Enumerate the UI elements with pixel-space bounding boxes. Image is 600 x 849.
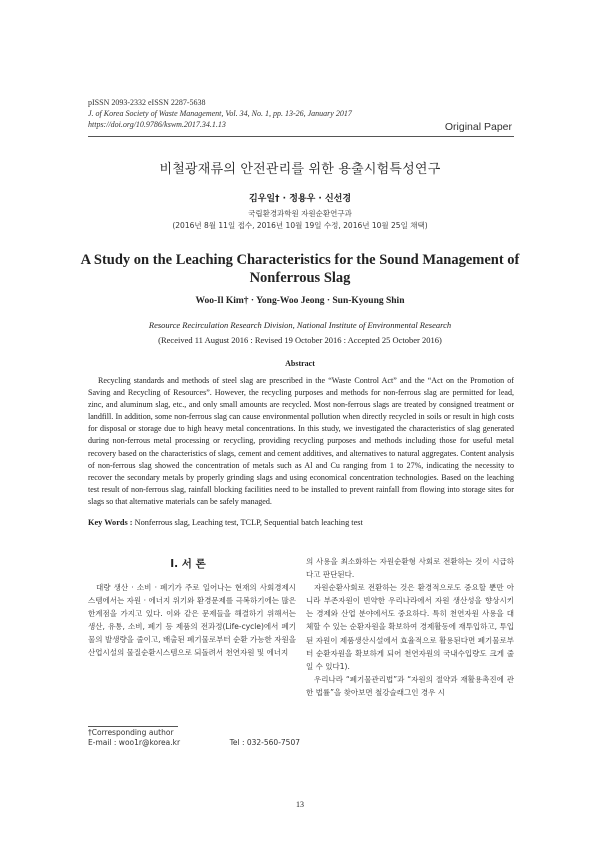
header-divider <box>88 136 514 137</box>
article-type: Original Paper <box>444 121 512 133</box>
abstract-text: Recycling standards and methods of steel slag are prescribed in the “Waste Control Act” and the “Act on the Promotion of Saving and Recycling of Resources”. However, the recycling purposes and methods for non-ferrous slag are permitted for lead, zinc, and aluminum slag, etc., and only small amounts are recycled. Most non-ferrous slags are treated by consigned treatment or landfill. In addition, some non-ferrous slag can cause environmental pollution when directly recycled in soils or result in high costs for disposal or storage due to high heavy metal concentrations. In this study, we investigated the characteristics of slag generated during non-ferrous metal processing or recycling, providing recycling purposes and methods including those for useful metal recovery based on the characteristics of slags, cement and cement additives, and alternatives to natural aggregates. Content analysis of non-ferrous slag showed the concentration of metals such as Al and Cu ranging from 1 to 27%, indicating the necessity to recover the secondary metals by properly grinding slags and using economical concentration technologies. Based on the leaching test result of non-ferrous slag, rainfall blocking facilities need to be installed to prevent rainfall from flowing into storage sites for slags so that alternative materials can be safely managed. <box>88 376 514 506</box>
english-affiliation: Resource Recirculation Research Division, National Institute of Environmental Research <box>148 320 452 330</box>
keywords-label: Key Words : <box>88 518 133 527</box>
abstract-heading: Abstract <box>285 359 315 368</box>
body-paragraph: 대량 생산 · 소비 · 폐기가 주로 일어나는 현재의 사회경제시스템에서는 자원 · 에너지 위기와 환경문제를 극복하기에는 많은 한계점을 가지고 있다. 이와 같은 문제들을 해결하기 위해서는 생산, 유통, 소비, 폐기 등 제품의 전과정(Life-cycle)에서 폐기물의 발생량을 줄이고, 배출된 폐기물로부터 순환 가능한 자원을 산업시설의 물질순환시스템으로 되돌려서 천연자원 및 에너지 <box>88 583 296 658</box>
korean-received-dates: (2016년 8월 11일 접수, 2016년 10월 19일 수정, 2016년 10월 25일 채택) <box>172 221 428 230</box>
body-paragraph: 의 사용을 최소화하는 자원순환형 사회로 전환하는 것이 시급하다고 판단된다. <box>306 557 514 580</box>
korean-authors: 김우일† · 정용우 · 신선경 <box>248 194 352 204</box>
footnote-divider <box>88 726 178 727</box>
korean-affiliation: 국립환경과학원 자원순환연구과 <box>248 209 352 218</box>
section-heading-introduction: I. 서 론 <box>170 558 206 570</box>
keywords <box>88 518 514 527</box>
page-number: 13 <box>296 800 304 809</box>
body-right-column <box>306 555 514 699</box>
body-paragraph: 우리나라 “폐기물관리법”과 “자원의 절약과 재활용촉진에 관한 법률”을 찾아보면 철강슬래그인 경우 시 <box>306 674 514 697</box>
doi-link[interactable] <box>88 119 226 130</box>
issn-line: pISSN 2093-2332 eISSN 2287-5638 <box>88 98 206 107</box>
body-paragraph: 자원순환사회로 전환하는 것은 환경적으로도 중요할 뿐만 아니라 부존자원이 빈약한 우리나라에서 자원 생산성을 향상시키는 경제와 산업 분야에서도 중요하다. 특히 천연자원 사용을 대체할 수 있는 순환자원을 확보하여 경제활동에 재투입하고, 투입된 자원이 제품생산시설에서 효율적으로 활용된다면 폐기물로부터 순환자원을 확보하게 되어 천연자원의 국내수입량도 크게 줄일 수 있다1). <box>306 583 514 671</box>
keywords-list: Nonferrous slag, Leaching test, TCLP, Sequential batch leaching test <box>132 518 363 527</box>
journal-citation-text: J. of Korea Society of Waste Management, Vol. 34, No. 1, pp. 13-26, January 2017 <box>88 109 352 118</box>
body-left-column <box>88 581 296 660</box>
korean-title: 비철광재류의 안전관리를 위한 용출시험특성연구 <box>159 162 441 177</box>
footnote-email: E-mail : woo1r@korea.kr <box>88 738 181 747</box>
english-received-dates: (Received 11 August 2016 : Revised 19 October 2016 : Accepted 25 October 2016) <box>158 335 442 345</box>
journal-citation <box>88 108 352 119</box>
footnote <box>88 728 300 748</box>
english-title: A Study on the Leaching Characteristics for the Sound Management of Nonferrous Slag <box>80 252 520 286</box>
english-authors: Woo-Il Kim† · Yong-Woo Jeong · Sun-Kyoung Shin <box>195 296 405 306</box>
doi-text: https://doi.org/10.9786/kswm.2017.34.1.13 <box>88 120 226 129</box>
footnote-telephone: Tel : 032-560-7507 <box>229 738 300 747</box>
footnote-corresponding-author: †Corresponding author <box>88 728 174 737</box>
